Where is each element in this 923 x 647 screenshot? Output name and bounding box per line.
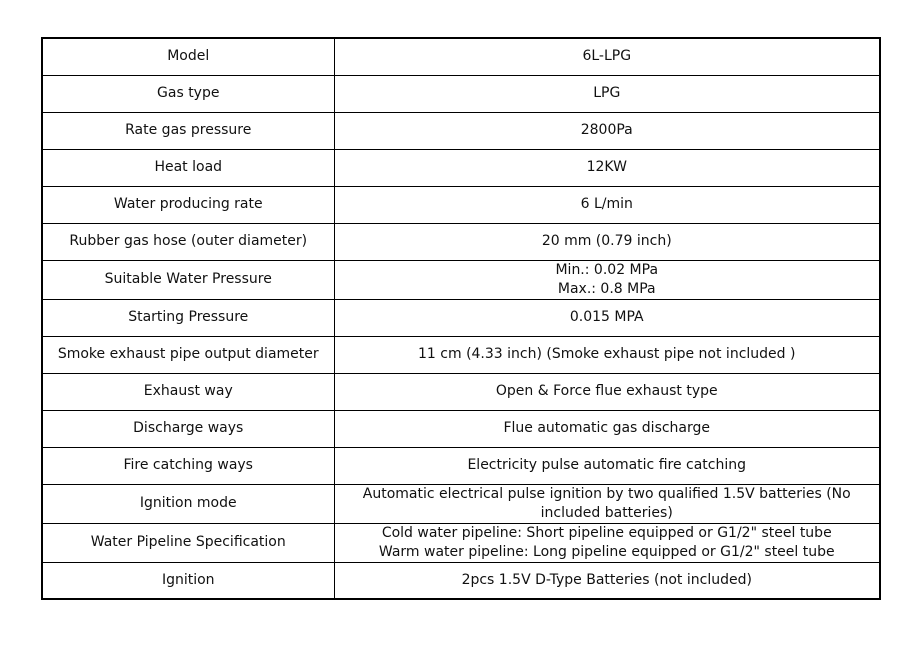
spec-label: Rate gas pressure [42,112,334,149]
table-row [42,149,880,186]
spec-value-line: Electricity pulse automatic fire catching [467,457,747,473]
spec-value-line: Automatic electrical pulse ignition by two qualified 1.5V batteries (No included batteries) [362,485,851,521]
table-row [42,410,880,447]
spec-label: Ignition [42,562,334,599]
table-row [42,373,880,410]
spec-value-line: 6 L/min [580,196,633,212]
table-row [42,260,880,299]
spec-value-line: LPG [593,85,621,101]
table-row [42,38,880,75]
spec-value-line: 11 cm (4.33 inch) (Smoke exhaust pipe not included ) [418,346,796,362]
spec-value-line: 2pcs 1.5V D-Type Batteries (not included) [461,571,752,588]
spec-value-line: Flue automatic gas discharge [503,420,711,436]
table-row [42,75,880,112]
spec-value-line: Max.: 0.8 MPa [557,280,656,297]
spec-value [334,299,880,336]
spec-label: Suitable Water Pressure [42,260,334,299]
spec-value-line: 0.015 MPA [569,309,644,325]
table-row [42,484,880,523]
spec-value-line: 6L-LPG [582,48,632,65]
spec-label: Smoke exhaust pipe output diameter [42,336,334,373]
spec-value [334,38,880,75]
spec-value [334,223,880,260]
spec-value-line: 12KW [586,159,627,175]
spec-value-line: Open & Force flue exhaust type [495,383,718,399]
table-row [42,336,880,373]
spec-value-line: Min.: 0.02 MPa [555,261,659,278]
spec-label: Discharge ways [42,410,334,447]
spec-value [334,410,880,447]
spec-value [334,373,880,410]
spec-label: Exhaust way [42,373,334,410]
spec-value [334,484,880,523]
table-row [42,299,880,336]
spec-value [334,447,880,484]
spec-label: Ignition mode [42,484,334,523]
table-row [42,112,880,149]
spec-label: Model [42,38,334,75]
spec-value [334,260,880,299]
spec-label: Water producing rate [42,186,334,223]
spec-value [334,75,880,112]
spec-value [334,336,880,373]
spec-value [334,112,880,149]
table-row [42,223,880,260]
spec-value [334,186,880,223]
spec-value [334,562,880,599]
spec-label: Gas type [42,75,334,112]
spec-label: Water Pipeline Specification [42,523,334,562]
spec-value-line: Warm water pipeline: Long pipeline equipped or G1/2" steel tube [378,543,835,560]
table-row [42,186,880,223]
table-row [42,523,880,562]
spec-table [41,37,881,600]
spec-value-line: 20 mm (0.79 inch) [541,233,672,249]
spec-label: Heat load [42,149,334,186]
spec-label: Fire catching ways [42,447,334,484]
spec-label: Starting Pressure [42,299,334,336]
spec-value-line: Cold water pipeline: Short pipeline equipped or G1/2" steel tube [381,524,832,541]
spec-value [334,149,880,186]
spec-label: Rubber gas hose (outer diameter) [42,223,334,260]
spec-value [334,523,880,562]
spec-value-line: 2800Pa [580,122,633,138]
table-row [42,447,880,484]
table-row [42,562,880,599]
